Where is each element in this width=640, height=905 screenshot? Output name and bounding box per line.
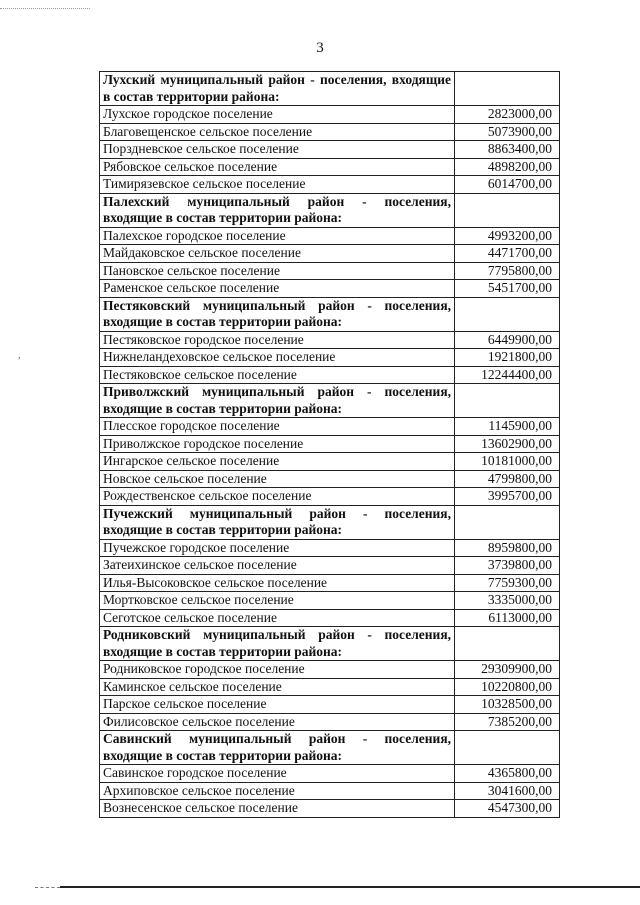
- district-heading-row: [100, 627, 560, 661]
- district-heading-row: [100, 297, 560, 331]
- settlement-name: Благовещенское сельское поселение: [100, 123, 455, 141]
- settlement-name: Вознесенское сельское поселение: [100, 800, 455, 818]
- district-amount-empty: [455, 297, 560, 331]
- settlement-row: [100, 245, 560, 263]
- settlement-name: Лухское городское поселение: [100, 106, 455, 124]
- settlement-amount: 3041600,00: [455, 782, 560, 800]
- district-amount-empty: [455, 731, 560, 765]
- settlement-row: [100, 418, 560, 436]
- settlement-amount: 2823000,00: [455, 106, 560, 124]
- settlement-row: [100, 262, 560, 280]
- settlement-row: [100, 280, 560, 298]
- footer-dashes: [35, 887, 60, 888]
- district-heading-row: [100, 72, 560, 106]
- settlement-amount: 3995700,00: [455, 488, 560, 506]
- settlement-amount: 4799800,00: [455, 470, 560, 488]
- settlement-row: [100, 158, 560, 176]
- settlement-amount: 7759300,00: [455, 574, 560, 592]
- district-heading: Приволжский муниципальный район - поселения, входящие в состав территории района:: [100, 384, 455, 418]
- settlement-amount: 1921800,00: [455, 349, 560, 367]
- district-heading: Палехский муниципальный район - поселения, входящие в состав территории района:: [100, 193, 455, 227]
- settlement-amount: 4898200,00: [455, 158, 560, 176]
- settlement-name: Новское сельское поселение: [100, 470, 455, 488]
- footer-rule: [60, 886, 640, 888]
- settlement-name: Илья-Высоковское сельское поселение: [100, 574, 455, 592]
- settlement-name: Пучежское городское поселение: [100, 539, 455, 557]
- settlement-row: [100, 782, 560, 800]
- settlement-row: [100, 106, 560, 124]
- settlement-row: [100, 366, 560, 384]
- settlement-row: [100, 713, 560, 731]
- district-heading-row: [100, 384, 560, 418]
- settlement-row: [100, 609, 560, 627]
- district-amount-empty: [455, 505, 560, 539]
- settlement-name: Раменское сельское поселение: [100, 280, 455, 298]
- settlement-name: Каминское сельское поселение: [100, 678, 455, 696]
- settlement-amount: 5073900,00: [455, 123, 560, 141]
- settlement-row: [100, 696, 560, 714]
- settlement-name: Пестяковское сельское поселение: [100, 366, 455, 384]
- settlement-amount: 8863400,00: [455, 141, 560, 159]
- settlement-amount: 6449900,00: [455, 331, 560, 349]
- page-number: 3: [316, 40, 324, 56]
- district-amount-empty: [455, 384, 560, 418]
- settlement-amount: 6014700,00: [455, 176, 560, 194]
- settlement-row: [100, 800, 560, 818]
- settlement-row: [100, 227, 560, 245]
- settlement-row: [100, 176, 560, 194]
- settlement-row: [100, 453, 560, 471]
- district-heading: Пучежский муниципальный район - поселения, входящие в состав территории района:: [100, 505, 455, 539]
- district-heading: Пестяковский муниципальный район - поселения, входящие в состав территории района:: [100, 297, 455, 331]
- scan-margin-mark: [0, 8, 90, 9]
- settlement-amount: 3335000,00: [455, 592, 560, 610]
- settlement-amount: 7385200,00: [455, 713, 560, 731]
- settlement-name: Нижнеландеховское сельское поселение: [100, 349, 455, 367]
- settlement-row: [100, 141, 560, 159]
- district-amount-empty: [455, 627, 560, 661]
- settlement-name: Парское сельское поселение: [100, 696, 455, 714]
- settlement-name: Рябовское сельское поселение: [100, 158, 455, 176]
- district-heading: Родниковский муниципальный район - поселения, входящие в состав территории района:: [100, 627, 455, 661]
- settlement-name: Порздневское сельское поселение: [100, 141, 455, 159]
- settlement-amount: 10328500,00: [455, 696, 560, 714]
- settlement-name: Палехское городское поселение: [100, 227, 455, 245]
- settlement-row: [100, 435, 560, 453]
- settlement-row: [100, 661, 560, 679]
- settlement-amount: 1145900,00: [455, 418, 560, 436]
- settlement-name: Ингарское сельское поселение: [100, 453, 455, 471]
- settlement-amount: 29309900,00: [455, 661, 560, 679]
- settlement-row: [100, 123, 560, 141]
- district-heading: Савинский муниципальный район - поселения, входящие в состав территории района:: [100, 731, 455, 765]
- settlement-name: Майдаковское сельское поселение: [100, 245, 455, 263]
- settlement-row: [100, 488, 560, 506]
- settlement-amount: 10220800,00: [455, 678, 560, 696]
- settlement-name: Тимирязевское сельское поселение: [100, 176, 455, 194]
- settlement-row: [100, 539, 560, 557]
- settlement-name: Филисовское сельское поселение: [100, 713, 455, 731]
- settlement-row: [100, 592, 560, 610]
- settlement-name: Приволжское городское поселение: [100, 435, 455, 453]
- settlement-name: Сеготское сельское поселение: [100, 609, 455, 627]
- settlement-row: [100, 331, 560, 349]
- settlement-amount: 10181000,00: [455, 453, 560, 471]
- settlement-name: Мортковское сельское поселение: [100, 592, 455, 610]
- scan-artifact: ,: [18, 350, 21, 361]
- settlement-name: Плесское городское поселение: [100, 418, 455, 436]
- district-amount-empty: [455, 193, 560, 227]
- settlement-row: [100, 557, 560, 575]
- settlement-amount: 8959800,00: [455, 539, 560, 557]
- settlement-name: Пестяковское городское поселение: [100, 331, 455, 349]
- settlement-name: Савинское городское поселение: [100, 765, 455, 783]
- settlement-amount: 3739800,00: [455, 557, 560, 575]
- settlement-amount: 6113000,00: [455, 609, 560, 627]
- settlements-table: [99, 71, 560, 818]
- settlement-row: [100, 678, 560, 696]
- district-heading-row: [100, 731, 560, 765]
- settlement-row: [100, 574, 560, 592]
- district-heading: Лухский муниципальный район - поселения, входящие в состав территории района:: [100, 72, 455, 106]
- district-heading-row: [100, 505, 560, 539]
- district-heading-row: [100, 193, 560, 227]
- settlement-row: [100, 765, 560, 783]
- settlement-row: [100, 470, 560, 488]
- settlement-name: Рождественское сельское поселение: [100, 488, 455, 506]
- settlement-name: Пановское сельское поселение: [100, 262, 455, 280]
- settlement-amount: 4993200,00: [455, 227, 560, 245]
- settlement-name: Затеихинское сельское поселение: [100, 557, 455, 575]
- settlement-row: [100, 349, 560, 367]
- settlement-amount: 4547300,00: [455, 800, 560, 818]
- district-amount-empty: [455, 72, 560, 106]
- settlement-amount: 5451700,00: [455, 280, 560, 298]
- settlement-amount: 4365800,00: [455, 765, 560, 783]
- settlement-name: Архиповское сельское поселение: [100, 782, 455, 800]
- settlement-amount: 13602900,00: [455, 435, 560, 453]
- settlement-name: Родниковское городское поселение: [100, 661, 455, 679]
- settlement-amount: 12244400,00: [455, 366, 560, 384]
- settlements-table-body: [100, 72, 560, 818]
- settlement-amount: 4471700,00: [455, 245, 560, 263]
- settlement-amount: 7795800,00: [455, 262, 560, 280]
